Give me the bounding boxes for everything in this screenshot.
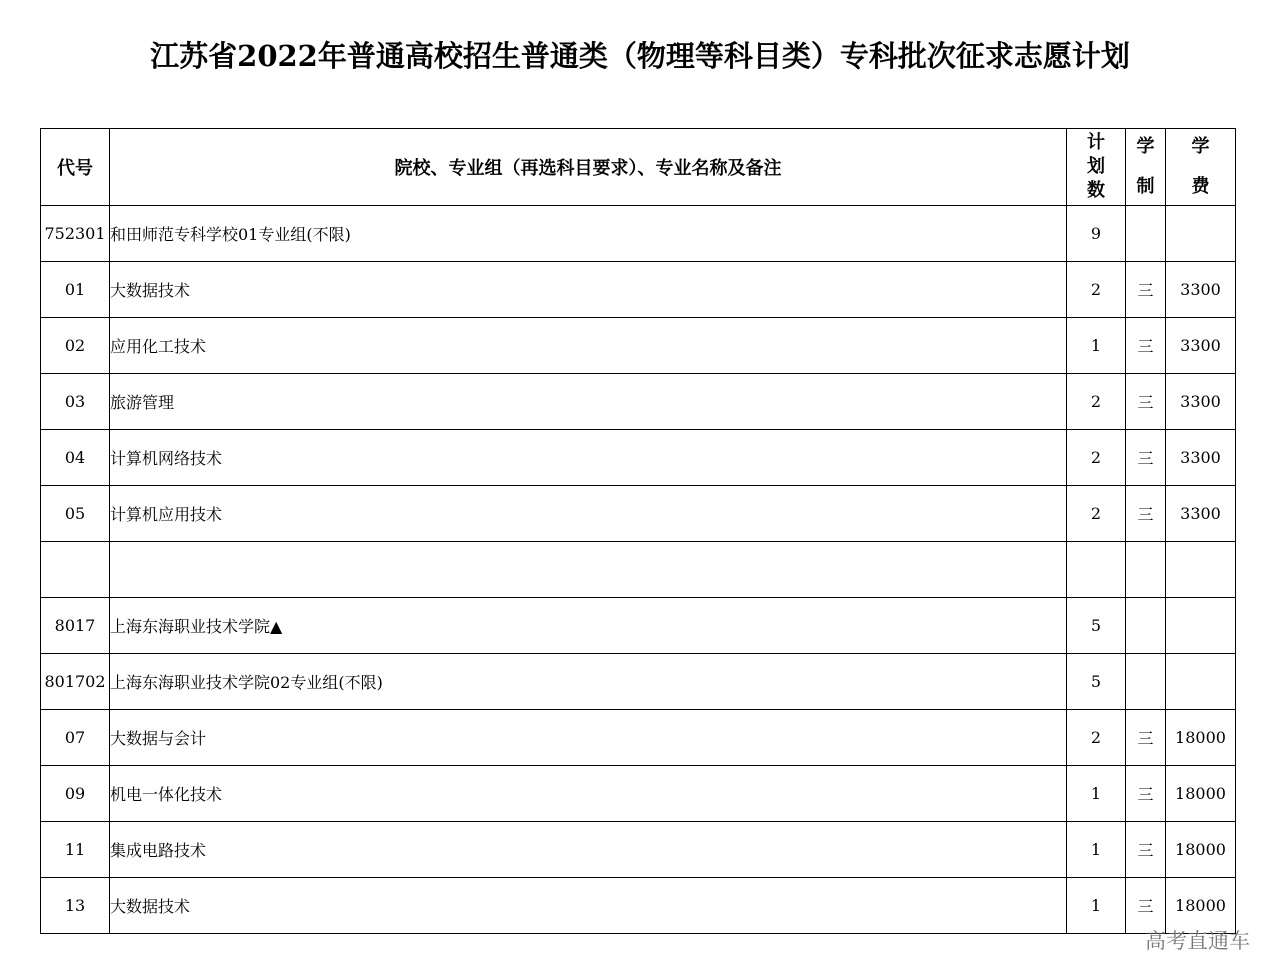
row-length: 三: [1126, 822, 1166, 878]
row-code: 07: [41, 710, 110, 766]
row-plan: 1: [1067, 318, 1126, 374]
row-plan: 2: [1067, 262, 1126, 318]
row-name: [110, 542, 1067, 598]
row-code: 13: [41, 878, 110, 934]
row-code: 09: [41, 766, 110, 822]
row-plan: 1: [1067, 878, 1126, 934]
row-fee: 3300: [1166, 486, 1236, 542]
row-length: [1126, 542, 1166, 598]
header-fee-char-2: 费: [1191, 176, 1210, 197]
row-code: 04: [41, 430, 110, 486]
table-row: [41, 430, 1236, 486]
row-name: 和田师范专科学校01专业组(不限): [110, 206, 1067, 262]
row-fee: 18000: [1166, 710, 1236, 766]
row-fee: [1166, 206, 1236, 262]
header-fee-char-1: 学: [1191, 136, 1210, 157]
header-plan-char-3: 数: [1087, 180, 1105, 201]
row-length: 三: [1126, 486, 1166, 542]
row-code: [41, 542, 110, 598]
row-name: 计算机应用技术: [110, 486, 1067, 542]
row-fee: [1166, 598, 1236, 654]
row-code: 752301: [41, 206, 110, 262]
row-plan: 9: [1067, 206, 1126, 262]
row-code: 11: [41, 822, 110, 878]
watermark: 高考直通车: [1145, 929, 1250, 953]
row-length: 三: [1126, 262, 1166, 318]
table-row: [41, 822, 1236, 878]
row-code: 8017: [41, 598, 110, 654]
row-name: 集成电路技术: [110, 822, 1067, 878]
row-fee: 18000: [1166, 766, 1236, 822]
row-code: 05: [41, 486, 110, 542]
row-length: [1126, 598, 1166, 654]
row-name: 上海东海职业技术学院02专业组(不限): [110, 654, 1067, 710]
row-fee: [1166, 654, 1236, 710]
row-name: 机电一体化技术: [110, 766, 1067, 822]
row-plan: 5: [1067, 598, 1126, 654]
row-fee: 3300: [1166, 318, 1236, 374]
header-length-char-2: 制: [1136, 176, 1155, 197]
row-length: 三: [1126, 374, 1166, 430]
enrollment-plan-table: [40, 128, 1236, 934]
row-plan: 5: [1067, 654, 1126, 710]
header-length-char-1: 学: [1136, 136, 1155, 157]
header-name: 院校、专业组（再选科目要求）、专业名称及备注: [110, 129, 1067, 206]
header-plan: [1067, 129, 1126, 206]
row-plan: 1: [1067, 822, 1126, 878]
table-header-row: [41, 129, 1236, 206]
row-name: 上海东海职业技术学院▲: [110, 598, 1067, 654]
row-plan: 2: [1067, 374, 1126, 430]
table-row: [41, 598, 1236, 654]
header-plan-char-2: 划: [1087, 156, 1105, 177]
row-plan: [1067, 542, 1126, 598]
table-row: [41, 262, 1236, 318]
row-length: 三: [1126, 878, 1166, 934]
table-row: [41, 766, 1236, 822]
row-length: 三: [1126, 710, 1166, 766]
table-row: [41, 654, 1236, 710]
table-row: [41, 374, 1236, 430]
row-name: 大数据技术: [110, 878, 1067, 934]
row-code: 01: [41, 262, 110, 318]
row-plan: 2: [1067, 486, 1126, 542]
row-code: 801702: [41, 654, 110, 710]
row-plan: 2: [1067, 710, 1126, 766]
row-length: [1126, 206, 1166, 262]
row-length: [1126, 654, 1166, 710]
row-fee: 18000: [1166, 822, 1236, 878]
row-plan: 2: [1067, 430, 1126, 486]
row-name: 旅游管理: [110, 374, 1067, 430]
row-plan: 1: [1067, 766, 1126, 822]
row-length: 三: [1126, 766, 1166, 822]
table-row-empty: [41, 542, 1236, 598]
table-row: [41, 318, 1236, 374]
row-code: 02: [41, 318, 110, 374]
table-row: [41, 486, 1236, 542]
row-name: 应用化工技术: [110, 318, 1067, 374]
header-plan-char-1: 计: [1087, 132, 1105, 153]
row-name: 计算机网络技术: [110, 430, 1067, 486]
row-code: 03: [41, 374, 110, 430]
header-code: 代号: [41, 129, 110, 206]
table-row: [41, 206, 1236, 262]
row-name: 大数据与会计: [110, 710, 1067, 766]
row-fee: 3300: [1166, 374, 1236, 430]
row-fee: 3300: [1166, 262, 1236, 318]
table-row: [41, 710, 1236, 766]
row-fee: 18000: [1166, 878, 1236, 934]
header-length: [1126, 129, 1166, 206]
header-fee: [1166, 129, 1236, 206]
row-length: 三: [1126, 318, 1166, 374]
row-fee: 3300: [1166, 430, 1236, 486]
page-title: 江苏省2022年普通高校招生普通类（物理等科目类）专科批次征求志愿计划: [150, 39, 1130, 73]
table-row: [41, 878, 1236, 934]
row-fee: [1166, 542, 1236, 598]
row-length: 三: [1126, 430, 1166, 486]
row-name: 大数据技术: [110, 262, 1067, 318]
